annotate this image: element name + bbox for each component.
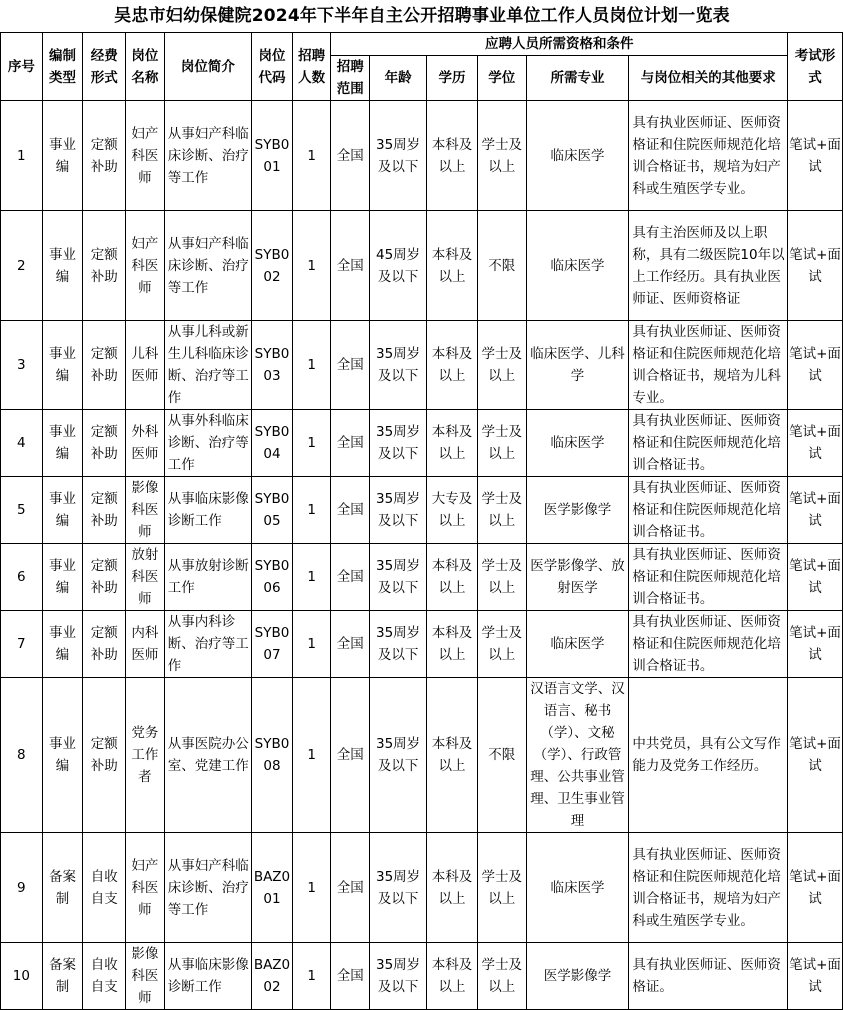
cell-staff-type: 事业编 [42,410,83,477]
cell-exam: 笔试+面试 [788,477,843,544]
cell-other: 具有主治医师及以上职称，具有二级医院10年以上工作经历。具有执业医师证、医师资格证 [629,211,788,321]
cell-other: 具有执业医师证、医师资格证和住院医师规范化培训合格证书，规培为儿科专业。 [629,321,788,410]
header-exam: 考试形式 [788,33,843,101]
cell-post-desc: 从事妇产科临床诊断、治疗等工作 [164,101,251,211]
cell-quota: 1 [292,410,331,477]
table-row [1,678,843,833]
cell-degree: 学士及以上 [477,477,526,544]
cell-staff-type: 事业编 [42,101,83,211]
cell-age: 35周岁及以下 [370,611,427,678]
cell-post-name: 影像科医师 [126,477,165,544]
cell-other: 具有执业医师证、医师资格证。 [629,943,788,1010]
cell-other: 具有执业医师证、医师资格证和住院医师规范化培训合格证书。 [629,477,788,544]
cell-age: 35周岁及以下 [370,943,427,1010]
cell-scope: 全国 [331,211,370,321]
cell-age: 35周岁及以下 [370,678,427,833]
cell-major: 医学影像学、放射医学 [526,544,629,611]
cell-other: 具有执业医师证、医师资格证和住院医师规范化培训合格证书，规培为妇产科或生殖医学专业。 [629,833,788,943]
cell-post-code: SYB002 [252,211,293,321]
cell-seq: 10 [1,943,43,1010]
cell-post-code: SYB003 [252,321,293,410]
cell-fund-type: 自收自支 [83,833,126,943]
cell-seq: 4 [1,410,43,477]
cell-post-desc: 从事临床影像诊断工作 [164,943,251,1010]
cell-exam: 笔试+面试 [788,101,843,211]
cell-post-desc: 从事儿科或新生儿科临床诊断、治疗等工作 [164,321,251,410]
cell-education: 本科及以上 [427,544,478,611]
cell-scope: 全国 [331,477,370,544]
cell-scope: 全国 [331,321,370,410]
cell-quota: 1 [292,321,331,410]
cell-major: 医学影像学 [526,943,629,1010]
table-row [1,833,843,943]
cell-education: 本科及以上 [427,410,478,477]
header-major: 所需专业 [526,56,629,101]
cell-post-desc: 从事妇产科临床诊断、治疗等工作 [164,211,251,321]
cell-other: 具有执业医师证、医师资格证和住院医师规范化培训合格证书。 [629,410,788,477]
cell-staff-type: 事业编 [42,678,83,833]
cell-post-desc: 从事医院办公室、党建工作 [164,678,251,833]
cell-scope: 全国 [331,678,370,833]
cell-other: 中共党员，具有公文写作能力及党务工作经历。 [629,678,788,833]
header-post-code: 岗位代码 [252,33,293,101]
table-row [1,211,843,321]
header-quota: 招聘人数 [292,33,331,101]
table-row [1,410,843,477]
cell-degree: 学士及以上 [477,101,526,211]
cell-post-code: BAZ001 [252,833,293,943]
header-post-name: 岗位名称 [126,33,165,101]
cell-quota: 1 [292,833,331,943]
cell-fund-type: 定额补助 [83,544,126,611]
cell-quota: 1 [292,101,331,211]
cell-post-code: BAZ002 [252,943,293,1010]
cell-fund-type: 定额补助 [83,321,126,410]
cell-quota: 1 [292,943,331,1010]
cell-seq: 6 [1,544,43,611]
cell-major: 临床医学 [526,833,629,943]
cell-fund-type: 定额补助 [83,678,126,833]
cell-seq: 3 [1,321,43,410]
cell-degree: 学士及以上 [477,321,526,410]
cell-degree: 不限 [477,678,526,833]
cell-quota: 1 [292,678,331,833]
cell-exam: 笔试+面试 [788,321,843,410]
cell-fund-type: 定额补助 [83,101,126,211]
header-scope: 招聘范围 [331,56,370,101]
cell-age: 35周岁及以下 [370,410,427,477]
cell-quota: 1 [292,544,331,611]
cell-seq: 8 [1,678,43,833]
cell-degree: 学士及以上 [477,833,526,943]
cell-post-code: SYB005 [252,477,293,544]
table-row [1,611,843,678]
recruitment-table [0,32,843,1010]
header-staff-type: 编制类型 [42,33,83,101]
page-title: 吴忠市妇幼保健院2024年下半年自主公开招聘事业单位工作人员岗位计划一览表 [114,6,730,26]
cell-major: 医学影像学 [526,477,629,544]
cell-degree: 学士及以上 [477,544,526,611]
cell-staff-type: 事业编 [42,321,83,410]
header-other: 与岗位相关的其他要求 [629,56,788,101]
cell-scope: 全国 [331,833,370,943]
cell-quota: 1 [292,611,331,678]
cell-post-name: 妇产科医师 [126,101,165,211]
cell-age: 35周岁及以下 [370,544,427,611]
cell-post-name: 内科医师 [126,611,165,678]
cell-exam: 笔试+面试 [788,211,843,321]
cell-education: 本科及以上 [427,678,478,833]
cell-age: 35周岁及以下 [370,833,427,943]
cell-fund-type: 定额补助 [83,410,126,477]
header-degree: 学位 [477,56,526,101]
cell-staff-type: 事业编 [42,611,83,678]
cell-scope: 全国 [331,410,370,477]
cell-post-desc: 从事外科临床诊断、治疗等工作 [164,410,251,477]
cell-seq: 1 [1,101,43,211]
cell-seq: 2 [1,211,43,321]
cell-staff-type: 事业编 [42,544,83,611]
header-post-desc: 岗位简介 [164,33,251,101]
cell-age: 45周岁及以下 [370,211,427,321]
cell-degree: 学士及以上 [477,611,526,678]
cell-post-name: 妇产科医师 [126,833,165,943]
cell-age: 35周岁及以下 [370,321,427,410]
cell-post-name: 党务工作者 [126,678,165,833]
cell-staff-type: 事业编 [42,477,83,544]
cell-post-code: SYB001 [252,101,293,211]
header-group: 应聘人员所需资格和条件 [331,33,788,56]
cell-staff-type: 备案制 [42,833,83,943]
cell-scope: 全国 [331,544,370,611]
cell-education: 本科及以上 [427,943,478,1010]
cell-post-code: SYB008 [252,678,293,833]
cell-education: 大专及以上 [427,477,478,544]
cell-education: 本科及以上 [427,833,478,943]
cell-post-name: 儿科医师 [126,321,165,410]
table-row [1,943,843,1010]
cell-major: 临床医学 [526,410,629,477]
cell-scope: 全国 [331,611,370,678]
cell-degree: 学士及以上 [477,943,526,1010]
cell-scope: 全国 [331,943,370,1010]
cell-age: 35周岁及以下 [370,477,427,544]
cell-exam: 笔试+面试 [788,678,843,833]
cell-education: 本科及以上 [427,321,478,410]
cell-post-code: SYB004 [252,410,293,477]
cell-other: 具有执业医师证、医师资格证和住院医师规范化培训合格证书，规培为妇产科或生殖医学专业。 [629,101,788,211]
cell-exam: 笔试+面试 [788,943,843,1010]
cell-post-name: 放射科医师 [126,544,165,611]
header-seq: 序号 [1,33,43,101]
cell-exam: 笔试+面试 [788,544,843,611]
table-row [1,477,843,544]
cell-education: 本科及以上 [427,101,478,211]
header-fund-type: 经费形式 [83,33,126,101]
cell-major: 临床医学 [526,611,629,678]
cell-age: 35周岁及以下 [370,101,427,211]
cell-fund-type: 定额补助 [83,477,126,544]
cell-other: 具有执业医师证、医师资格证和住院医师规范化培训合格证书。 [629,544,788,611]
cell-other: 具有执业医师证、医师资格证和住院医师规范化培训合格证书。 [629,611,788,678]
cell-fund-type: 自收自支 [83,943,126,1010]
table-row [1,544,843,611]
cell-seq: 7 [1,611,43,678]
cell-seq: 5 [1,477,43,544]
cell-major: 临床医学 [526,101,629,211]
cell-seq: 9 [1,833,43,943]
cell-scope: 全国 [331,101,370,211]
cell-post-name: 外科医师 [126,410,165,477]
cell-major: 临床医学 [526,211,629,321]
cell-post-code: SYB006 [252,544,293,611]
cell-major: 汉语言文学、汉语言、秘书（学）、文秘（学）、行政管理、公共事业管理、卫生事业管理 [526,678,629,833]
cell-staff-type: 备案制 [42,943,83,1010]
cell-post-code: SYB007 [252,611,293,678]
cell-post-name: 影像科医师 [126,943,165,1010]
cell-degree: 不限 [477,211,526,321]
cell-education: 本科及以上 [427,211,478,321]
cell-major: 临床医学、儿科学 [526,321,629,410]
cell-post-desc: 从事临床影像诊断工作 [164,477,251,544]
cell-education: 本科及以上 [427,611,478,678]
cell-fund-type: 定额补助 [83,611,126,678]
cell-fund-type: 定额补助 [83,211,126,321]
cell-staff-type: 事业编 [42,211,83,321]
cell-exam: 笔试+面试 [788,611,843,678]
header-age: 年龄 [370,56,427,101]
cell-exam: 笔试+面试 [788,410,843,477]
cell-post-desc: 从事内科诊断、治疗等工作 [164,611,251,678]
cell-post-desc: 从事放射诊断工作 [164,544,251,611]
table-row [1,321,843,410]
header-education: 学历 [427,56,478,101]
cell-degree: 学士及以上 [477,410,526,477]
table-row [1,101,843,211]
cell-exam: 笔试+面试 [788,833,843,943]
cell-quota: 1 [292,477,331,544]
cell-post-name: 妇产科医师 [126,211,165,321]
cell-post-desc: 从事妇产科临床诊断、治疗等工作 [164,833,251,943]
cell-quota: 1 [292,211,331,321]
